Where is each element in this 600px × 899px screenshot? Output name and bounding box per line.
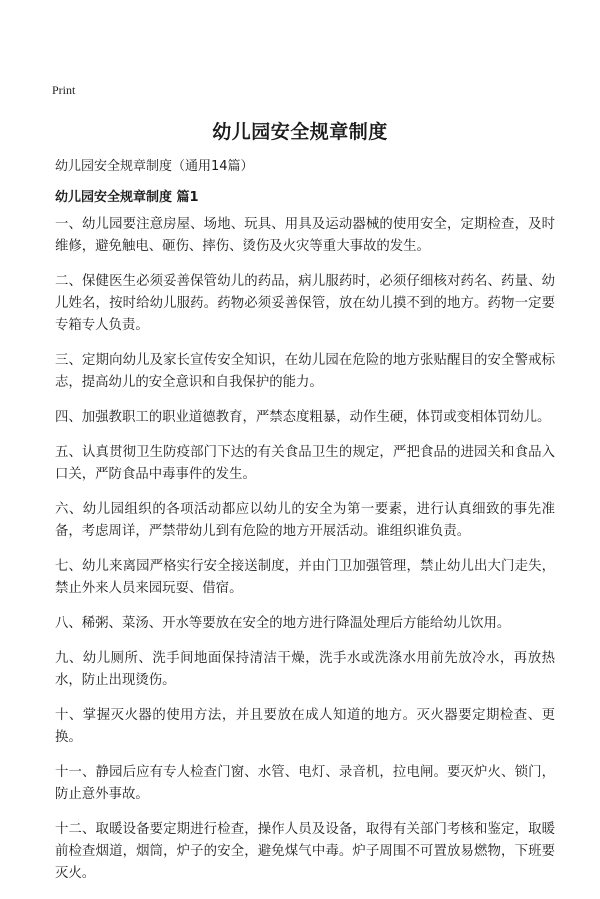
page-title: 幼儿园安全规章制度 (212, 121, 388, 143)
rule-item-7: 七、幼儿来离园严格实行安全接送制度，并由门卫加强管理，禁止幼儿出大门走失，禁止外来人员来园玩耍、借宿。 (55, 559, 555, 596)
rule-item-10: 十、掌握灭火器的使用方法，并且要放在成人知道的地方。灭火器要定期检查、更换。 (55, 708, 555, 745)
rule-item-9: 九、幼儿厕所、洗手间地面保持清洁干燥，洗手水或洗涤水用前先放冷水，再放热水，防止出现烫伤。 (55, 651, 555, 688)
rule-item-6: 六、幼儿园组织的各项活动都应以幼儿的安全为第一要素，进行认真细致的事先准备，考虑周详，严禁带幼儿到有危险的地方开展活动。谁组织谁负责。 (55, 502, 555, 539)
rule-item-3: 三、定期向幼儿及家长宣传安全知识，在幼儿园在危险的地方张贴醒目的安全警戒标志，提高幼儿的安全意识和自我保护的能力。 (55, 353, 555, 390)
rule-item-5: 五、认真贯彻卫生防疫部门下达的有关食品卫生的规定，严把食品的进园关和食品入口关，严防食品中毒事件的发生。 (55, 445, 555, 482)
rule-item-2: 二、保健医生必须妥善保管幼儿的药品，病儿服药时，必须仔细核对药名、药量、幼儿姓名，按时给幼儿服药。药物必须妥善保管，放在幼儿摸不到的地方。药物一定要专箱专人负责。 (55, 274, 555, 333)
rule-item-1: 一、幼儿园要注意房屋、场地、玩具、用具及运动器械的使用安全，定期检查，及时维修，避免触电、砸伤、摔伤、烫伤及火灾等重大事故的发生。 (55, 217, 555, 254)
section-heading: 幼儿园安全规章制度 篇1 (55, 190, 199, 205)
print-link[interactable]: Print (52, 83, 76, 97)
rule-item-8: 八、稀粥、菜汤、开水等要放在安全的地方进行降温处理后方能给幼儿饮用。 (55, 616, 511, 631)
rule-item-12: 十二、取暖设备要定期进行检查，操作人员及设备，取得有关部门考核和鉴定，取暖前检查烟道，烟筒，炉子的安全，避免煤气中毒。炉子周围不可置放易燃物，下班要灭火。 (55, 822, 555, 881)
rules-list (55, 214, 555, 898)
document-subtitle: 幼儿园安全规章制度（通用14篇） (55, 159, 254, 174)
rule-item-11: 十一、静园后应有专人检查门窗、水管、电灯、录音机，拉电闸。要灭炉火、锁门，防止意外事故。 (55, 765, 555, 802)
rule-item-4: 四、加强教职工的职业道德教育，严禁态度粗暴，动作生硬，体罚或变相体罚幼儿。 (55, 410, 551, 425)
